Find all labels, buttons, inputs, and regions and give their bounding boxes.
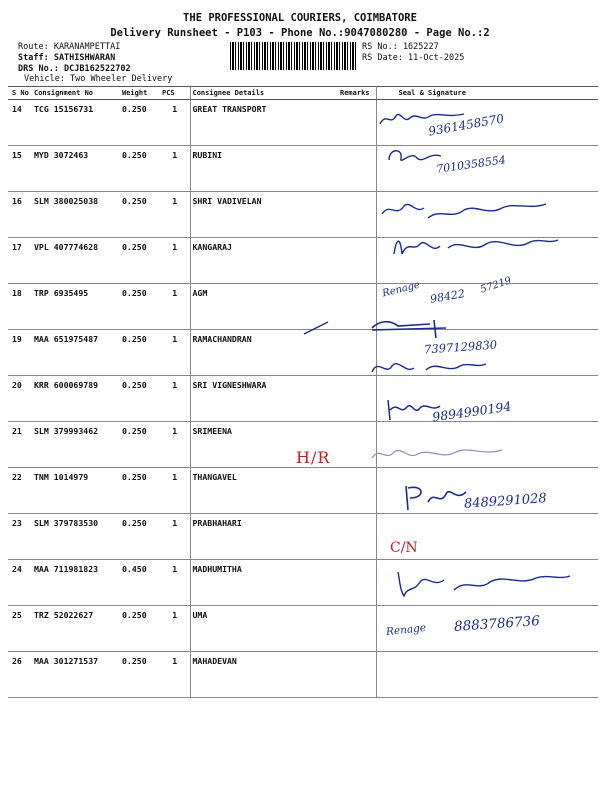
- cell-pcs: 1: [160, 146, 190, 192]
- cell-pcs: 1: [160, 652, 190, 698]
- cell-weight: 0.250: [120, 284, 160, 330]
- cell-signature: [376, 376, 598, 422]
- remark-22: H/R: [296, 448, 331, 467]
- cell-pcs: 1: [160, 192, 190, 238]
- drs-label: DRS No.: DCJB162522702: [18, 64, 131, 74]
- handwritten-text-26: Renage: [385, 621, 427, 639]
- runsheet-subtitle: Delivery Runsheet - P103 - Phone No.:9047080280 - Page No.:2: [110, 27, 490, 39]
- cell-sno: 18: [8, 284, 32, 330]
- handwritten-phone-26: 8883786736: [453, 613, 541, 635]
- vehicle-label: Vehicle: Two Wheeler Delivery: [24, 74, 173, 84]
- cell-consignment-no: MYD 3072463: [32, 146, 120, 192]
- cell-remarks: [338, 146, 376, 192]
- cell-signature: [376, 284, 598, 330]
- cell-weight: 0.250: [120, 606, 160, 652]
- runsheet-table: [8, 86, 598, 698]
- cell-consignee: AGM: [190, 284, 338, 330]
- cell-remarks: [338, 514, 376, 560]
- handwritten-num-18b: 57219: [479, 275, 513, 296]
- table-row: [8, 606, 598, 652]
- cell-weight: 0.250: [120, 146, 160, 192]
- cell-signature: [376, 146, 598, 192]
- col-consignment: Consignment No: [32, 87, 120, 100]
- cell-signature: [376, 652, 598, 698]
- cell-remarks: [338, 422, 376, 468]
- cell-pcs: 1: [160, 376, 190, 422]
- cell-remarks: [338, 238, 376, 284]
- cell-consignee: KANGARAJ: [190, 238, 338, 284]
- col-signature: Seal & Signature: [376, 87, 598, 100]
- table-row: [8, 560, 598, 606]
- handwritten-phone-20: 7397129830: [423, 337, 498, 357]
- cell-consignment-no: TCG 15156731: [32, 100, 120, 146]
- rs-date: RS Date: 11-Oct-2025: [362, 53, 465, 63]
- cell-consignee: SRIMEENA: [190, 422, 338, 468]
- table-row: [8, 100, 598, 146]
- cell-sno: 21: [8, 422, 32, 468]
- cell-weight: 0.250: [120, 192, 160, 238]
- cell-weight: 0.250: [120, 468, 160, 514]
- handwritten-phone-21: 9894990194: [431, 398, 513, 425]
- table-row: [8, 652, 598, 698]
- cell-pcs: 1: [160, 422, 190, 468]
- remark-24: C/N: [390, 540, 418, 556]
- table-row: [8, 192, 598, 238]
- cell-signature: [376, 422, 598, 468]
- col-remarks: Remarks: [338, 87, 376, 100]
- cell-remarks: [338, 376, 376, 422]
- route-label: Route: KARANAMPETTAI: [18, 42, 121, 52]
- cell-sno: 24: [8, 560, 32, 606]
- cell-remarks: [338, 100, 376, 146]
- cell-signature: [376, 238, 598, 284]
- cell-consignment-no: SLM 379993462: [32, 422, 120, 468]
- cell-weight: 0.250: [120, 376, 160, 422]
- cell-weight: 0.250: [120, 422, 160, 468]
- cell-consignment-no: MAA 301271537: [32, 652, 120, 698]
- cell-weight: 0.250: [120, 514, 160, 560]
- handwritten-phone-14: 9361458570: [427, 111, 505, 139]
- cell-sno: 22: [8, 468, 32, 514]
- handwritten-phone-23: 8489291028: [463, 491, 548, 512]
- cell-sno: 17: [8, 238, 32, 284]
- cell-consignee: RUBINI: [190, 146, 338, 192]
- cell-signature: [376, 330, 598, 376]
- cell-sno: 15: [8, 146, 32, 192]
- cell-pcs: 1: [160, 100, 190, 146]
- table-header-row: [8, 87, 598, 100]
- cell-signature: [376, 514, 598, 560]
- cell-pcs: 1: [160, 468, 190, 514]
- cell-consignment-no: SLM 379783530: [32, 514, 120, 560]
- cell-consignee: UMA: [190, 606, 338, 652]
- cell-consignment-no: KRR 600069789: [32, 376, 120, 422]
- cell-consignee: RAMACHANDRAN: [190, 330, 338, 376]
- cell-consignment-no: MAA 651975487: [32, 330, 120, 376]
- cell-sno: 16: [8, 192, 32, 238]
- cell-consignment-no: MAA 711981823: [32, 560, 120, 606]
- table-row: [8, 238, 598, 284]
- table-row: [8, 468, 598, 514]
- table-row: [8, 284, 598, 330]
- col-pcs: PCS: [160, 87, 190, 100]
- table-row: [8, 330, 598, 376]
- cell-remarks: [338, 606, 376, 652]
- company-title: THE PROFESSIONAL COURIERS, COIMBATORE: [183, 12, 417, 24]
- cell-consignee: MAHADEVAN: [190, 652, 338, 698]
- cell-remarks: [338, 284, 376, 330]
- table-row: [8, 146, 598, 192]
- cell-weight: 0.250: [120, 330, 160, 376]
- cell-consignee: GREAT TRANSPORT: [190, 100, 338, 146]
- table-row: [8, 422, 598, 468]
- cell-weight: 0.450: [120, 560, 160, 606]
- cell-pcs: 1: [160, 606, 190, 652]
- cell-pcs: 1: [160, 514, 190, 560]
- cell-remarks: [338, 330, 376, 376]
- cell-sno: 14: [8, 100, 32, 146]
- cell-signature: [376, 606, 598, 652]
- cell-pcs: 1: [160, 330, 190, 376]
- cell-sno: 19: [8, 330, 32, 376]
- cell-consignee: THANGAVEL: [190, 468, 338, 514]
- cell-consignee: SRI VIGNESHWARA: [190, 376, 338, 422]
- col-sno: S No: [8, 87, 32, 100]
- cell-remarks: [338, 192, 376, 238]
- col-weight: Weight: [120, 87, 160, 100]
- cell-pcs: 1: [160, 238, 190, 284]
- cell-weight: 0.250: [120, 652, 160, 698]
- cell-remarks: [338, 652, 376, 698]
- cell-consignment-no: TRP 6935495: [32, 284, 120, 330]
- cell-pcs: 1: [160, 284, 190, 330]
- cell-signature: [376, 560, 598, 606]
- cell-consignment-no: SLM 380025038: [32, 192, 120, 238]
- cell-sno: 26: [8, 652, 32, 698]
- cell-consignee: PRABHAHARI: [190, 514, 338, 560]
- col-consignee: Consignee Details: [190, 87, 338, 100]
- cell-sno: 20: [8, 376, 32, 422]
- cell-signature: [376, 468, 598, 514]
- cell-consignment-no: VPL 407774628: [32, 238, 120, 284]
- cell-sno: 23: [8, 514, 32, 560]
- cell-consignee: MADHUMITHA: [190, 560, 338, 606]
- cell-signature: [376, 192, 598, 238]
- staff-label: Staff: SATHISHWARAN: [18, 53, 116, 63]
- cell-consignee: SHRI VADIVELAN: [190, 192, 338, 238]
- cell-remarks: [338, 468, 376, 514]
- table-row: [8, 514, 598, 560]
- barcode-image: [230, 42, 358, 70]
- cell-weight: 0.250: [120, 100, 160, 146]
- rs-number: RS No.: 1625227: [362, 42, 439, 52]
- cell-sno: 25: [8, 606, 32, 652]
- cell-weight: 0.250: [120, 238, 160, 284]
- cell-pcs: 1: [160, 560, 190, 606]
- handwritten-text-18: Renage: [381, 279, 421, 300]
- cell-remarks: [338, 560, 376, 606]
- table-row: [8, 376, 598, 422]
- cell-signature: [376, 100, 598, 146]
- handwritten-phone-15: 7010358554: [435, 153, 507, 176]
- handwritten-num-18a: 98422: [429, 287, 466, 306]
- cell-consignment-no: TNM 1014979: [32, 468, 120, 514]
- cell-consignment-no: TRZ 52022627: [32, 606, 120, 652]
